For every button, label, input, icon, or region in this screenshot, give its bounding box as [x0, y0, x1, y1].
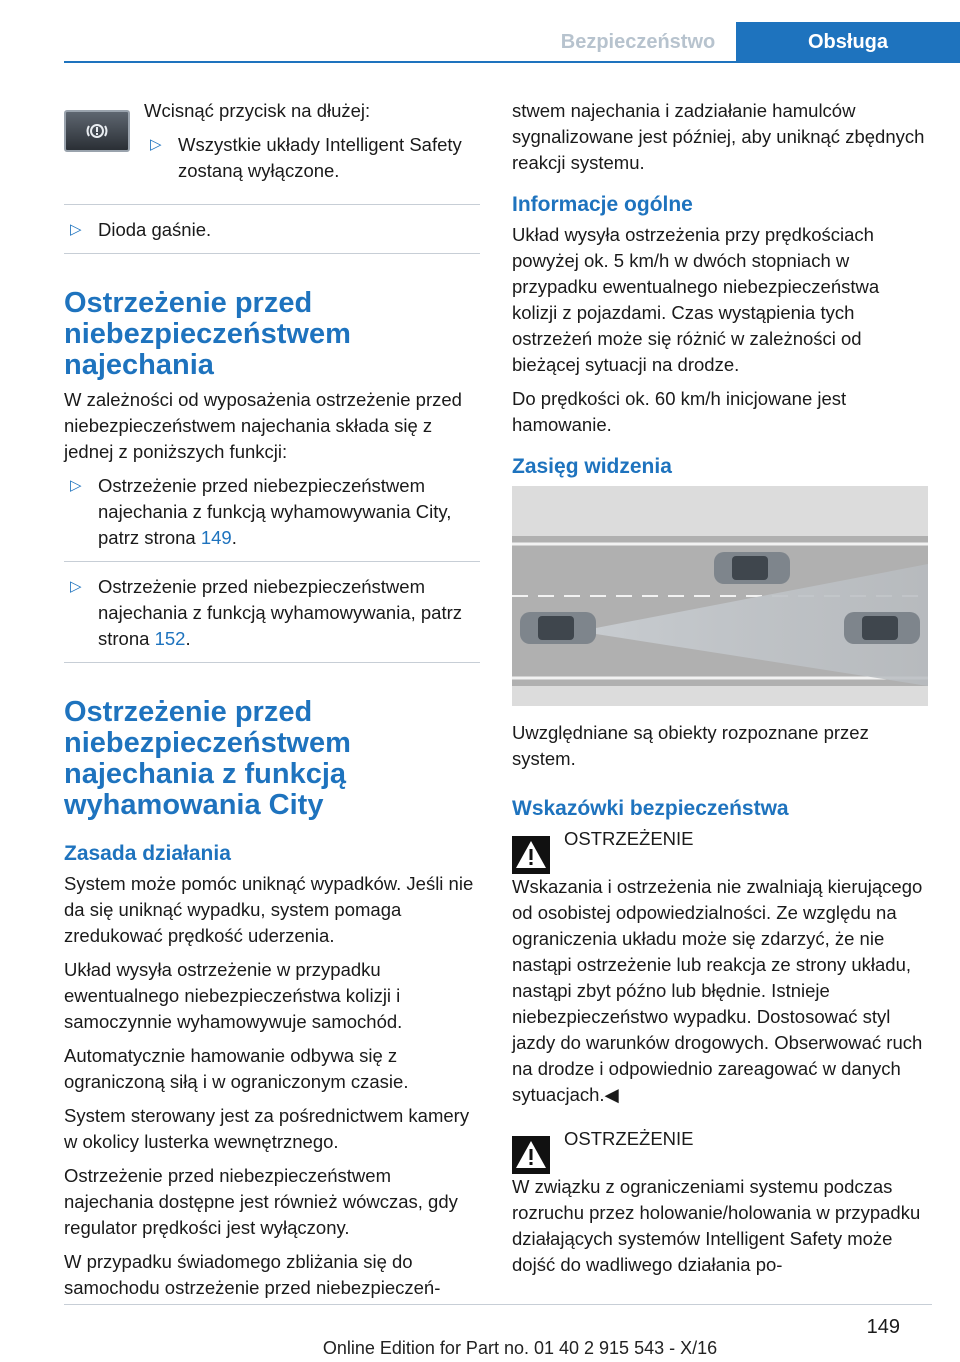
divider	[64, 253, 480, 254]
paragraph: W zależności od wyposażenia ostrzeżenie przed niebezpieczeństwem najechania składa się z jednej z poniższych funkcji:	[64, 389, 462, 462]
warning-triangle-icon	[512, 1136, 550, 1174]
paragraph: W przypadku świadomego zbliżania się do samochodu ostrzeżenie przed niebezpieczeń-	[64, 1251, 441, 1298]
heading-collision-warning: Ostrzeżenie przed niebezpieczeństwem najechania	[64, 287, 351, 381]
page-link[interactable]: 149	[200, 527, 232, 548]
subheading-safety: Wskazówki bezpieczeństwa	[512, 797, 789, 820]
warning-text: W związku z ograniczeniami systemu podczas rozruchu przez holowanie/holowania w przypadku działających systemów Intelligent Safety może dojść do wadliwego działania po-	[512, 1176, 921, 1275]
warning-block	[512, 1126, 928, 1174]
left-column	[64, 98, 480, 1309]
detection-range-illustration	[512, 486, 928, 706]
edition-footer: Online Edition for Part no. 01 40 2 915 543 - X/16	[322, 1338, 718, 1358]
safety-button-icon	[82, 116, 112, 146]
divider	[64, 662, 480, 663]
car-own	[520, 612, 596, 644]
footer-rule	[64, 1304, 932, 1305]
paragraph: System sterowany jest za pośrednictwem kamery w okolicy lusterka wewnętrznego.	[64, 1105, 470, 1152]
warning-title: OSTRZEŻENIE	[564, 828, 694, 849]
list-item-text: Ostrzeżenie przed niebezpieczeństwem najechania z funkcją wyhamowywania City, patrz strona	[98, 475, 452, 548]
page-header	[0, 0, 960, 62]
button-instruction	[64, 98, 480, 194]
list-item-text: Ostrzeżenie przed niebezpieczeństwem najechania z funkcją wyhamowywania, patrz strona	[98, 576, 463, 649]
intelligent-safety-button-image	[64, 110, 130, 152]
car-ahead-same-lane	[844, 612, 920, 644]
list-item: ▷ Ostrzeżenie przed niebezpieczeństwem najechania z funkcją wyhamowywania, patrz strona 152.	[64, 574, 480, 652]
paragraph: System może pomóc uniknąć wypadków. Jeśli nie da się uniknąć wypadku, system pomaga zredukować prędkość uderzenia.	[64, 873, 474, 946]
header-rule	[64, 61, 960, 63]
paragraph: Układ wysyła ostrzeżenia przy prędkościach powyżej ok. 5 km/h w dwóch stopniach w przypadku ewentualnego niebezpieczeństwa kolizji z pojazdami. Czas wystąpienia tych ostrzeżeń może się różnić w zależności od bieżącej sytuacji na drodze.	[512, 224, 880, 375]
warning-title: OSTRZEŻENIE	[564, 1128, 694, 1149]
paragraph: Układ wysyła ostrzeżenie w przypadku ewentualnego niebezpieczeństwa kolizji i samoczynnie wyhamowywuje samochód.	[64, 959, 403, 1032]
heading-city-braking: Ostrzeżenie przed niebezpieczeństwem najechania z funkcją wyhamowania City	[64, 696, 351, 821]
paragraph: stwem najechania i zadziałanie hamulców sygnalizowane jest później, aby uniknąć zbędnych reakcji systemu.	[512, 100, 925, 173]
paragraph: Automatycznie hamowanie odbywa się z ograniczoną siłą i w ograniczonym czasie.	[64, 1045, 409, 1092]
warning-triangle-icon	[512, 836, 550, 874]
list-item: ▷ Ostrzeżenie przed niebezpieczeństwem najechania z funkcją wyhamowywania City, patrz strona 149.	[64, 473, 480, 551]
subheading-principle: Zasada działania	[64, 842, 231, 865]
page-number: 149	[866, 1316, 900, 1338]
paragraph: Ostrzeżenie przed niebezpieczeństwem najechania dostępne jest również wówczas, gdy regulator prędkości jest wyłączony.	[64, 1165, 458, 1238]
led-bullet: ▷ Dioda gaśnie.	[64, 217, 480, 243]
divider	[64, 204, 480, 205]
subheading-general: Informacje ogólne	[512, 193, 693, 216]
tab-chapter[interactable]: Obsługa	[736, 22, 960, 62]
subheading-range: Zasięg widzenia	[512, 455, 672, 478]
paragraph: Do prędkości ok. 60 km/h inicjowane jest hamowanie.	[512, 388, 847, 435]
tab-section[interactable]: Bezpieczeństwo	[540, 22, 736, 62]
divider	[64, 561, 480, 562]
illustration-caption: Uwzględniane są obiekty rozpoznane przez system.	[512, 722, 869, 769]
car-ahead-left-lane	[714, 552, 790, 584]
intro-bullet: ▷ Wszystkie układy Intelligent Safety zostaną wyłączone.	[144, 132, 480, 184]
warning-block	[512, 826, 928, 874]
warning-text: Wskazania i ostrzeżenia nie zwalniają kierującego od osobistej odpowiedzialności. Ze względu na ograniczenia układu może się zdarzyć, że nie nastąpi ostrzeżenie lub reakcja ze strony układu, nastąpi zbyt późno lub błędnie. Istnieje niebezpieczeństwo wypadku. Dostosować styl jazdy do warunków drogowych. Obserwować ruch na drodze i odpowiednio zareagować w danych sytuacjach.◀	[512, 876, 923, 1105]
intro-text: Wcisnąć przycisk na dłużej:	[144, 100, 371, 121]
right-column	[512, 98, 928, 1286]
page-link[interactable]: 152	[154, 628, 186, 649]
